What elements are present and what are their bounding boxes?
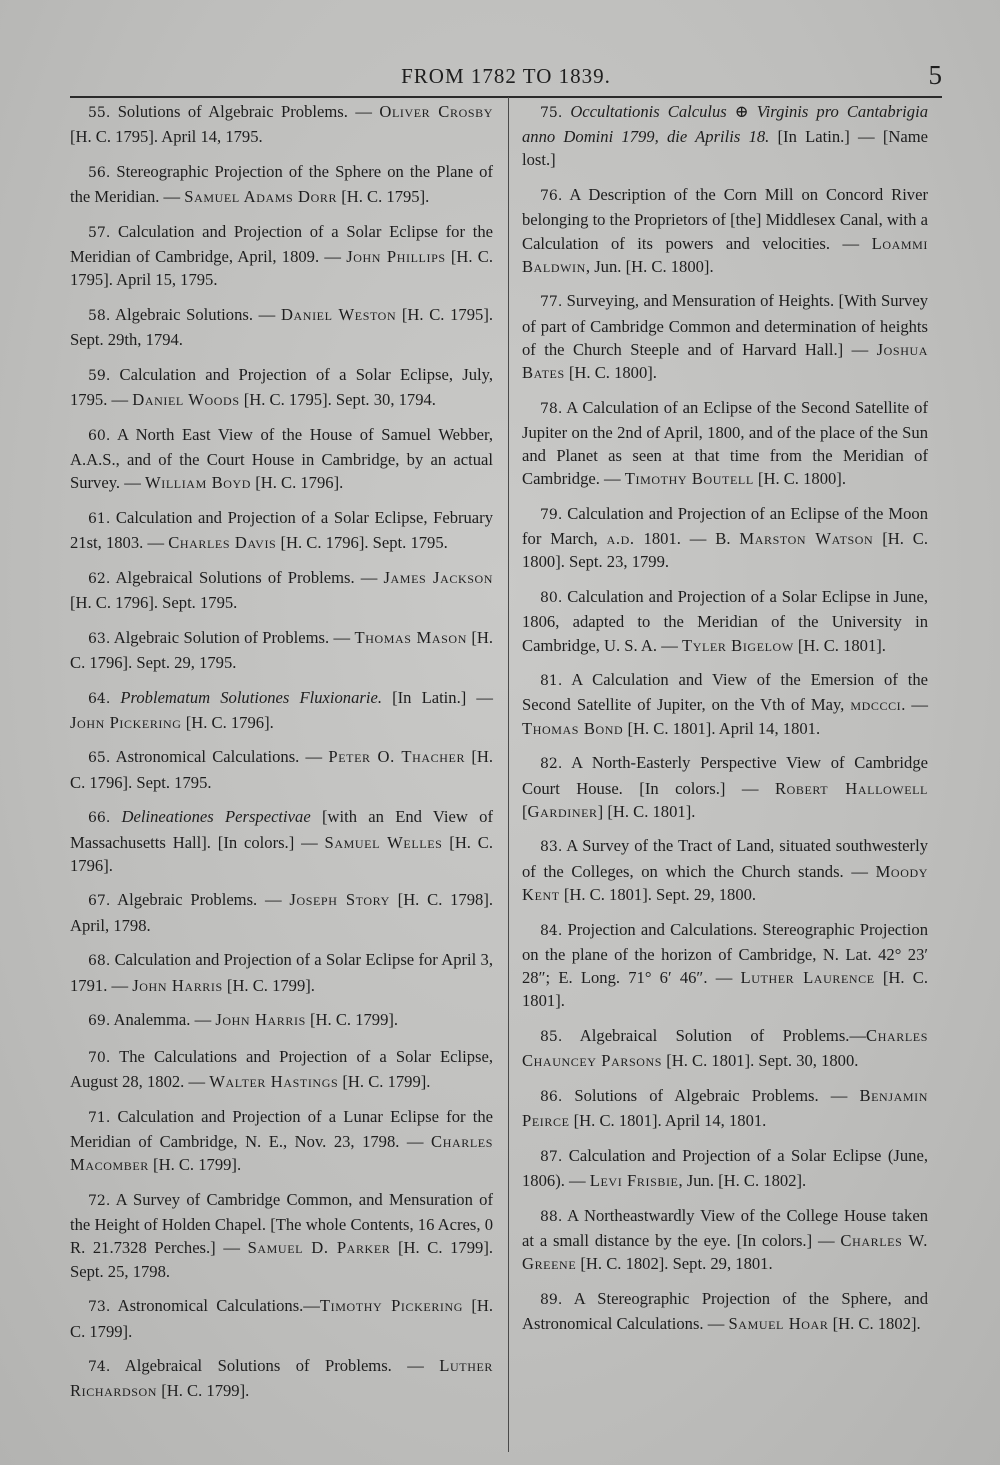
catalog-entry (522, 1287, 928, 1335)
entry-text: [H. C. 1798]. April, 1798. (70, 890, 493, 935)
entry-text: [H. C. 1799]. (305, 1010, 399, 1030)
entry-text: A North-Easterly Perspective View of Cambridge Court House. [In colors.] — (522, 753, 928, 798)
header-rule (70, 96, 942, 98)
author-name: Daniel Weston (280, 304, 397, 324)
entry-text: Calculation and Projection of a Solar Eclipse, July, 1795. — (70, 364, 493, 410)
entry-text: [H. C. 1801]. Sept. 30, 1800. (662, 1051, 859, 1071)
entry-text: A Stereographic Projection of the Sphere, and Astronomical Calculations. — (522, 1288, 928, 1333)
entry-text: [H. C. 1801]. (793, 635, 886, 655)
entry-number: 66. (88, 810, 111, 827)
catalog-entry (522, 100, 928, 172)
author-name: Loammi Baldwin (522, 233, 928, 276)
catalog-entry (70, 745, 493, 793)
entry-text: Surveying, and Mensuration of Heights. [With Survey of part of Cambridge Common and determination of heights of the Church Steeple and of Harvard Hall.] — (522, 291, 928, 359)
author-name: Benjamin Peirce (522, 1085, 928, 1131)
entry-text: Calculation and Projection of a Lunar Eclipse for the Meridian of Cambridge, N. E., Nov. 23, 1798. — (70, 1106, 493, 1152)
entry-text: A Calculation and View of the Emersion of the Second Satellite of Jupiter, on the Vth of May, (522, 670, 928, 715)
author-name: Thomas Bond (522, 718, 624, 738)
author-name: Moody Kent (522, 861, 928, 904)
author-name: Charles Macomber (70, 1132, 493, 1175)
entry-text: Algebraic Solution of Problems. — (110, 627, 355, 647)
entry-number: 84. (540, 922, 563, 939)
entry-text: [H. C. 1795]. Sept. 29th, 1794. (70, 304, 493, 350)
entry-text: [H. C. 1799]. (148, 1155, 242, 1175)
author-name: Oliver Crosby (379, 102, 493, 121)
author-name: Luther Laurence (740, 968, 875, 987)
catalog-entry (70, 363, 493, 411)
entry-text: [H. C. 1801]. April 14, 1801. (623, 718, 821, 738)
entry-number: 87. (540, 1148, 563, 1165)
entry-text: . — (901, 695, 929, 715)
entry-text: [H. C. 1796]. (181, 712, 274, 732)
author-name: Joseph Story (289, 890, 390, 910)
catalog-entry (522, 502, 928, 574)
entry-text: Astronomical Calculations. — (110, 747, 329, 767)
author-name: Levi Frisbie (589, 1170, 679, 1190)
entry-text: [H. C. 1802]. Sept. 29, 1801. (576, 1254, 773, 1274)
entry-text: , Jun. [H. C. 1800]. (585, 256, 714, 276)
entry-number: 57. (88, 224, 111, 241)
catalog-entry (70, 1188, 493, 1283)
entry-text: [H. C. 1801]. April 14, 1801. (569, 1111, 767, 1131)
entry-text: A Description of the Corn Mill on Concord River belonging to the Proprietors of [the] Middlesex Canal, with a Calculation of its powers and velocities. — (522, 185, 928, 253)
catalog-entry (522, 918, 928, 1013)
catalog-entry (522, 183, 928, 278)
left-column (70, 100, 493, 1414)
author-name: Joshua Bates (522, 339, 928, 383)
catalog-entry (70, 1294, 493, 1342)
catalog-entry (70, 805, 493, 877)
entry-text (110, 688, 120, 707)
entry-text: Algebraical Solutions of Problems. — (110, 567, 384, 587)
entry-text: Solutions of Algebraic Problems. — (110, 102, 380, 121)
entry-text: [H. C. 1802]. (828, 1313, 921, 1333)
entry-text: [H. C. 1800]. Sept. 23, 1799. (522, 529, 928, 572)
author-name: Tyler Bigelow (681, 635, 794, 655)
latin-title: Problematum Solutiones Fluxionarie. (120, 687, 382, 707)
entry-text: A Calculation of an Eclipse of the Second Satellite of Jupiter on the 2nd of April, 1800, and of the place of the Sun and Planet as seen at that time from the Meridian of Cambridge. — (522, 397, 928, 489)
column-divider (508, 97, 509, 1452)
author-name: John Harris (215, 1010, 306, 1030)
entry-text (110, 807, 121, 826)
entry-text: [H. C. 1800]. (564, 363, 657, 383)
catalog-entry (70, 423, 493, 495)
catalog-entry (70, 1045, 493, 1093)
entry-text: [H. C. 1799]. (157, 1381, 250, 1401)
entry-text: Calculation and Projection of a Solar Eclipse in June, 1806, adapted to the Meridian of the University in Cambridge, U. S. A. — (522, 587, 928, 655)
entry-text: 1801. — B. (634, 529, 740, 549)
entry-number: 77. (540, 294, 563, 311)
catalog-entry (522, 1144, 928, 1192)
author-name: Daniel Woods (132, 390, 240, 410)
catalog-entry (522, 834, 928, 906)
entry-text: [H. C. 1801]. (522, 968, 928, 1011)
catalog-entry (70, 1105, 493, 1177)
entry-text: Algebraical Solution of Problems.— (562, 1025, 867, 1045)
entry-number: 74. (88, 1359, 111, 1376)
entry-number: 73. (88, 1299, 111, 1316)
catalog-entry (522, 396, 928, 491)
entry-number: 56. (88, 164, 111, 181)
author-name: Samuel Welles (324, 832, 443, 852)
entry-text: Algebraical Solutions of Problems. — (110, 1356, 440, 1376)
author-name: Robert Hallowell (774, 778, 928, 798)
entry-number: 85. (540, 1028, 563, 1045)
entry-text: [H. C. 1799]. (70, 1296, 493, 1341)
entry-number: 79. (540, 507, 563, 524)
entry-text: [H. C. 1795]. Sept. 30, 1794. (239, 390, 436, 410)
catalog-entry (70, 506, 493, 554)
catalog-entry (522, 668, 928, 740)
right-column (522, 100, 928, 1347)
author-name: a.d. (606, 529, 635, 549)
entry-number: 64. (88, 690, 111, 707)
entry-text: ] [H. C. 1801]. (597, 801, 696, 821)
entry-text: [ (522, 801, 528, 821)
author-name: Samuel Hoar (728, 1313, 829, 1333)
page-number: 5 (928, 60, 942, 90)
entry-number: 89. (540, 1291, 563, 1308)
entry-number: 82. (540, 756, 563, 773)
entry-text: Projection and Calculations. Stereographic Projection on the plane of the horizon of Cambridge, N. Lat. 42° 23′ 28″; E. Long. 71° 6′ 46″. — (522, 919, 928, 987)
author-name: Charles Davis (168, 533, 277, 553)
entry-number: 75. (540, 105, 563, 121)
catalog-entry (70, 303, 493, 351)
entry-number: 71. (88, 1109, 111, 1126)
entry-number: 63. (88, 630, 111, 647)
entry-number: 70. (88, 1050, 111, 1066)
entry-number: 80. (540, 590, 563, 607)
author-name: Charles Chauncey Parsons (522, 1025, 928, 1071)
entry-text: Analemma. — (110, 1010, 216, 1030)
entry-text: [H. C. 1796]. (251, 473, 344, 493)
entry-text: [H. C. 1799]. (222, 975, 315, 995)
author-name: Peter O. Thacher (328, 747, 466, 767)
running-title: FROM 1782 TO 1839. (401, 64, 611, 88)
author-name: Charles W. Greene (522, 1230, 929, 1274)
entry-number: 78. (540, 400, 563, 417)
entry-number: 61. (88, 510, 111, 527)
entry-number: 55. (88, 105, 111, 121)
entry-text: [H. C. 1799]. (338, 1072, 431, 1092)
catalog-entry (522, 1084, 928, 1132)
catalog-entry (70, 626, 493, 674)
entry-text: Calculation and Projection of a Solar Eclipse (June, 1806). — (522, 1145, 928, 1190)
catalog-entry (70, 948, 493, 996)
entry-number: 58. (88, 307, 111, 324)
catalog-entry (70, 888, 493, 936)
author-name: Samuel D. Parker (247, 1238, 391, 1258)
entry-number: 60. (88, 427, 111, 444)
entry-text: [H. C. 1796]. (70, 832, 494, 875)
entry-text: A Survey of Cambridge Common, and Mensuration of the Height of Holden Chapel. [The whole Contents, 16 Acres, 0 R. 21.7328 Perches.] — (70, 1190, 493, 1258)
entry-text: , Jun. [H. C. 1802]. (678, 1170, 807, 1190)
entry-number: 62. (88, 570, 111, 587)
entry-number: 69. (88, 1013, 111, 1030)
catalog-entry (70, 220, 493, 292)
entry-text: Algebraic Solutions. — (110, 304, 281, 324)
author-name: Gardiner (527, 801, 598, 821)
latin-title: Occultationis Calculus ⊕ Virginis pro Cantabrigia anno Domini 1799, die Aprilis 18. (522, 102, 928, 147)
entry-text: [H. C. 1796]. Sept. 1795. (70, 592, 238, 612)
author-name: mdccci (850, 695, 902, 715)
entry-text: [H. C. 1796]. Sept. 1795. (276, 533, 448, 553)
entry-text: Calculation and Projection of a Solar Eclipse for April 3, 1791. — (70, 950, 493, 995)
author-name: Timothy Boutell (624, 469, 754, 489)
author-name: John Harris (132, 975, 223, 995)
catalog-entry (70, 566, 493, 614)
catalog-entry (70, 160, 493, 208)
catalog-entry (522, 1024, 928, 1072)
catalog-entry (522, 751, 928, 823)
entry-number: 83. (540, 839, 563, 856)
entry-text: The Calculations and Projection of a Solar Eclipse, August 28, 1802. — (70, 1047, 493, 1092)
catalog-entry (70, 1008, 493, 1033)
author-name: Luther Richardson (70, 1356, 493, 1401)
catalog-entry (522, 1204, 928, 1276)
entry-text: Calculation and Projection of a Solar Eclipse for the Meridian of Cambridge, April, 1809. — (70, 221, 493, 267)
author-name: John Phillips (346, 247, 446, 267)
running-header (70, 62, 942, 96)
entry-number: 76. (540, 188, 563, 205)
author-name: James Jackson (383, 567, 494, 587)
author-name: Marston Watson (739, 529, 874, 549)
entry-text: Astronomical Calculations.— (110, 1296, 320, 1316)
entry-text: [H. C. 1795]. (337, 187, 430, 207)
entry-text: [H. C. 1801]. Sept. 29, 1800. (559, 884, 757, 904)
entry-text: A Survey of the Tract of Land, situated southwesterly of the Colleges, on which the Church stands. — (522, 836, 928, 881)
entry-text: A Northeastwardly View of the College House taken at a small distance by the eye. [In colors.] — (522, 1205, 928, 1250)
entry-text: [H. C. 1795]. April 14, 1795. (70, 127, 263, 147)
entry-text: [H. C. 1796]. Sept. 1795. (70, 747, 493, 792)
catalog-entry (522, 289, 928, 384)
catalog-entry (70, 100, 493, 148)
entry-text: Algebraic Problems. — (110, 890, 290, 910)
entry-text: [H. C. 1799]. Sept. 25, 1798. (70, 1238, 493, 1281)
entry-number: 81. (540, 673, 563, 690)
author-name: Samuel Adams Dorr (184, 187, 338, 207)
catalog-entry (522, 585, 928, 657)
entry-text: [In Latin.] — [Name lost.] (522, 127, 928, 170)
entry-number: 72. (88, 1193, 111, 1210)
entry-text: [H. C. 1796]. Sept. 29, 1795. (70, 627, 493, 672)
entry-text: [H. C. 1800]. (753, 469, 846, 489)
entry-number: 67. (88, 893, 111, 910)
entry-number: 65. (88, 750, 111, 767)
entry-number: 88. (540, 1208, 563, 1225)
latin-title: Delineationes Perspectivae (121, 807, 311, 827)
entry-text: Solutions of Algebraic Problems. — (562, 1085, 860, 1105)
entry-text: Calculation and Projection of a Solar Eclipse, February 21st, 1803. — (70, 507, 493, 553)
entry-number: 68. (88, 953, 111, 970)
author-name: William Boyd (144, 473, 252, 493)
entry-number: 59. (88, 367, 111, 384)
entry-text: A North East View of the House of Samuel Webber, A.A.S., and of the Court House in Cambridge, by an actual Survey. — (70, 424, 493, 493)
entry-text: [In Latin.] — (381, 687, 493, 707)
catalog-entry (70, 686, 493, 734)
author-name: Thomas Mason (354, 627, 467, 647)
entry-number: 86. (540, 1088, 563, 1105)
entry-text: [H. C. 1795]. April 15, 1795. (70, 247, 493, 290)
entry-text: [with an End View of Massachusetts Hall]. [In colors.] — (70, 807, 493, 852)
author-name: John Pickering (70, 712, 182, 732)
catalog-entry (70, 1354, 493, 1402)
entry-text: Stereographic Projection of the Sphere on the Plane of the Meridian. — (70, 161, 493, 207)
author-name: Walter Hastings (209, 1072, 339, 1092)
author-name: Timothy Pickering (319, 1296, 464, 1316)
entry-text: Calculation and Projection of an Eclipse of the Moon for March, (522, 504, 928, 549)
